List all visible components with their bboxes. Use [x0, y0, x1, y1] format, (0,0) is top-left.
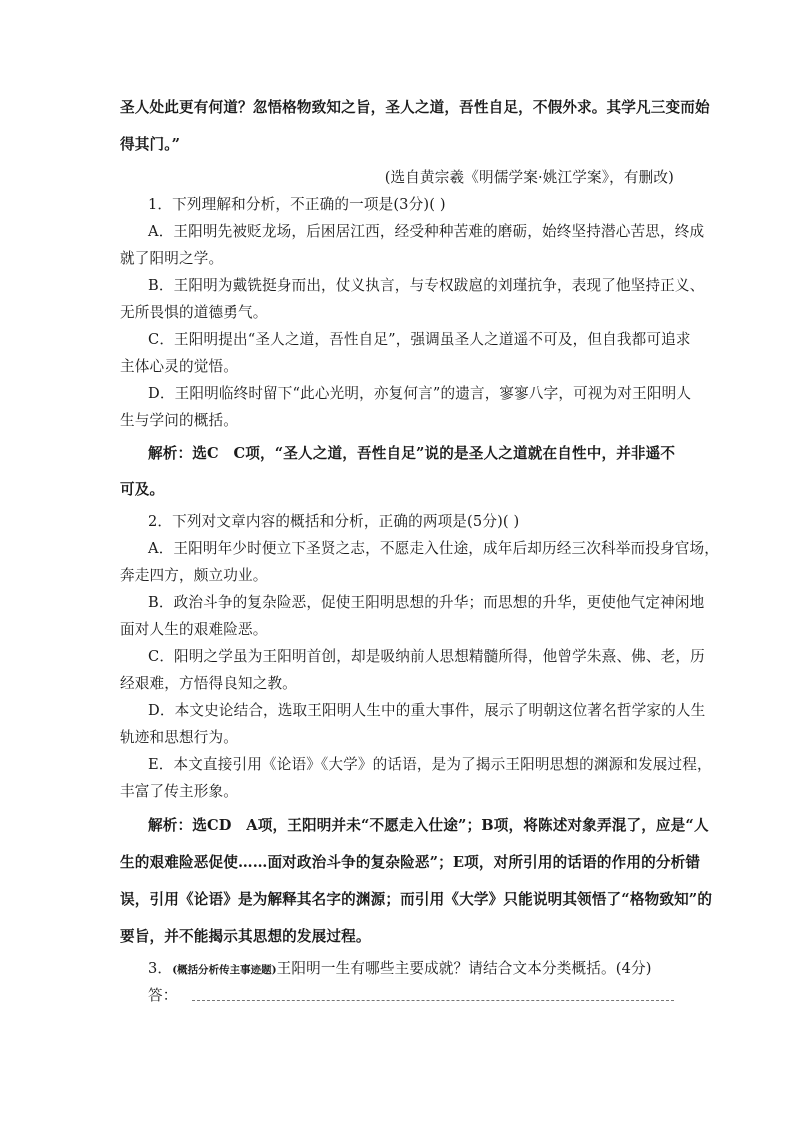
q1-option-a-cont: 就了阳明之学。	[120, 250, 224, 267]
q2-analysis-cont-2: 误，引用《论语》是为解释其名字的渊源；而引用《大学》只能说明其领悟了“格物致知”的	[120, 891, 713, 908]
q2-option-e: E．本文直接引用《论语》《大学》的话语，是为了揭示王阳明思想的渊源和发展过程，	[148, 756, 712, 773]
source-citation: (选自黄宗羲《明儒学案·姚江学案》，有删改)	[384, 169, 674, 186]
q2-analysis-cont-3: 要旨，并不能揭示其思想的发展过程。	[120, 928, 371, 945]
q1-option-b: B．王阳明为戴铣挺身而出，仗义执言，与专权跋扈的刘瑾抗争，表现了他坚持正义、	[148, 277, 705, 294]
q1-stem: 1．下列理解和分析，不正确的一项是(3分)( )	[148, 196, 446, 213]
q2-option-b: B．政治斗争的复杂险恶，促使王阳明思想的升华；而思想的升华，更使他气定神闲地	[148, 594, 705, 611]
q2-option-a: A．王阳明年少时便立下圣贤之志，不愿走入仕途，成年后却历经三次科举而投身官场，	[148, 540, 719, 557]
q2-option-c-cont: 经艰难，方悟得良知之教。	[120, 675, 297, 692]
q1-option-c: C．王阳明提出“圣人之道，吾性自足”，强调虽圣人之道遥不可及，但自我都可追求	[148, 331, 691, 348]
q2-analysis-cont-1: 生的艰难险恶促使……面对政治斗争的复杂险恶”；E项，对所引用的话语的作用的分析错	[120, 854, 701, 871]
q3-stem: 王阳明一生有哪些主要成就？请结合文本分类概括。(4分)	[276, 960, 652, 977]
q1-option-d-cont: 生与学问的概括。	[120, 412, 238, 429]
q1-option-a: A．王阳明先被贬龙场，后困居江西，经受种种苦难的磨砺，始终坚持潜心苦思，终成	[148, 223, 705, 240]
passage-line-1: 圣人处此更有何道？忽悟格物致知之旨，圣人之道，吾性自足，不假外求。其学凡三变而始	[120, 99, 710, 116]
q2-option-a-cont: 奔走四方，颇立功业。	[120, 567, 268, 584]
q1-option-c-cont: 主体心灵的觉悟。	[120, 358, 238, 375]
q3-answer-label: 答：	[148, 987, 178, 1004]
q3-number: 3．	[148, 960, 173, 977]
q1-option-b-cont: 无所畏惧的道德勇气。	[120, 304, 268, 321]
q2-option-c: C．阳明之学虽为王阳明首创，却是吸纳前人思想精髓所得，他曾学朱熹、佛、老，历	[148, 648, 705, 665]
q3-question-type-tag: (概括分析传主事迹题)	[172, 964, 277, 976]
q1-option-d: D．王阳明临终时留下“此心光明，亦复何言”的遗言，寥寥八字，可视为对王阳明人	[148, 385, 692, 402]
q3-stem-line	[148, 959, 676, 980]
q2-option-d: D．本文史论结合，选取王阳明人生中的重大事件，展示了明朝这位著名哲学家的人生	[148, 702, 706, 719]
q2-option-d-cont: 轨迹和思想行为。	[120, 729, 238, 746]
q1-analysis: 解析：选C C项，“圣人之道，吾性自足”说的是圣人之道就在自性中，并非遥不	[148, 445, 676, 462]
answer-blank-line[interactable]	[192, 1000, 674, 1001]
q1-analysis-cont: 可及。	[120, 481, 165, 498]
q2-stem: 2．下列对文章内容的概括和分析，正确的两项是(5分)( )	[148, 513, 520, 530]
q2-option-e-cont: 丰富了传主形象。	[120, 783, 238, 800]
passage-line-2: 得其门。”	[120, 136, 181, 153]
q2-analysis: 解析：选CD A项，王阳明并未“不愿走入仕途”；B项，将陈述对象弄混了，应是“人	[148, 817, 709, 834]
q2-option-b-cont: 面对人生的艰难险恶。	[120, 621, 268, 638]
